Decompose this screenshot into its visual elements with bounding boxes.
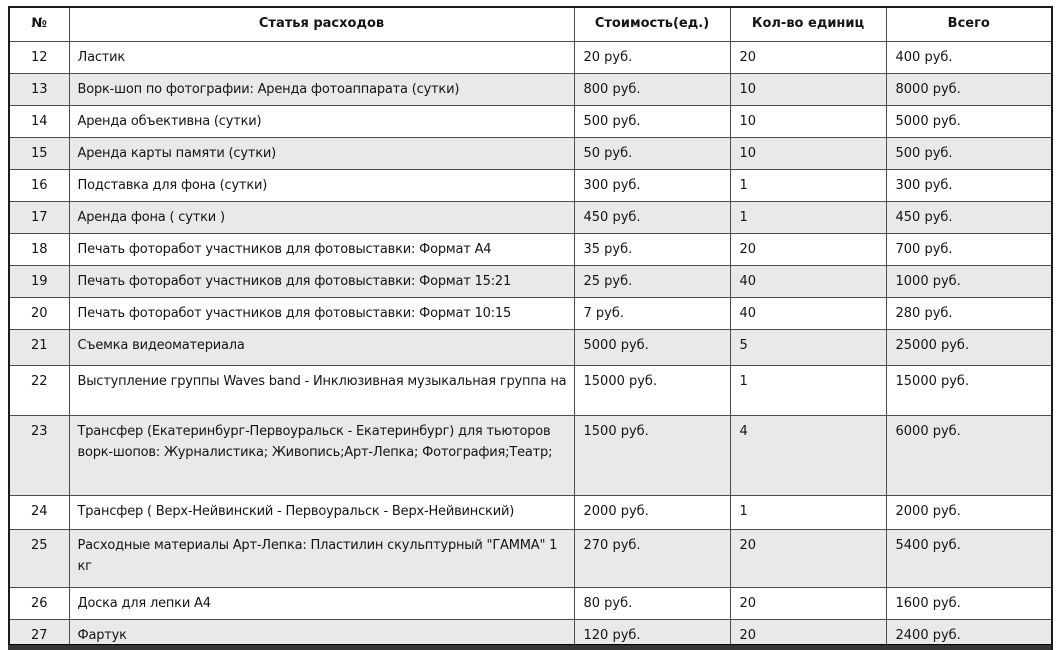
cell-total: 2400 руб. (886, 619, 1052, 650)
cell-unit-cost: 25 руб. (574, 265, 730, 297)
table-row (9, 415, 1052, 495)
cell-quantity: 4 (730, 415, 886, 495)
expenses-table (8, 6, 1053, 650)
cell-unit-cost: 80 руб. (574, 587, 730, 619)
table-row (9, 233, 1052, 265)
cell-expense-item: Аренда карты памяти (сутки) (69, 137, 574, 169)
cell-expense-item: Аренда объективна (сутки) (69, 105, 574, 137)
cell-unit-cost: 2000 руб. (574, 495, 730, 529)
cell-number: 26 (9, 587, 69, 619)
cell-total: 1000 руб. (886, 265, 1052, 297)
cell-quantity: 1 (730, 365, 886, 415)
cell-unit-cost: 450 руб. (574, 201, 730, 233)
cell-expense-item: Печать фоторабот участников для фотовыставки: Формат А4 (69, 233, 574, 265)
table-row (9, 73, 1052, 105)
cell-total: 700 руб. (886, 233, 1052, 265)
column-header-number: № (9, 7, 69, 41)
table-row (9, 137, 1052, 169)
cell-number: 23 (9, 415, 69, 495)
cell-number: 14 (9, 105, 69, 137)
table-row (9, 41, 1052, 73)
header-row (9, 7, 1052, 41)
cell-number: 20 (9, 297, 69, 329)
table-row (9, 265, 1052, 297)
cell-unit-cost: 50 руб. (574, 137, 730, 169)
cell-quantity: 10 (730, 105, 886, 137)
cell-expense-item: Подставка для фона (сутки) (69, 169, 574, 201)
cell-number: 24 (9, 495, 69, 529)
cell-expense-item: Аренда фона ( сутки ) (69, 201, 574, 233)
cell-total: 15000 руб. (886, 365, 1052, 415)
cell-expense-item: Фартук (69, 619, 574, 650)
cell-quantity: 40 (730, 265, 886, 297)
cell-quantity: 20 (730, 587, 886, 619)
cell-unit-cost: 20 руб. (574, 41, 730, 73)
column-header-total: Всего (886, 7, 1052, 41)
cell-unit-cost: 270 руб. (574, 529, 730, 587)
cell-unit-cost: 1500 руб. (574, 415, 730, 495)
table-row (9, 587, 1052, 619)
cell-quantity: 1 (730, 495, 886, 529)
cell-number: 18 (9, 233, 69, 265)
cell-unit-cost: 7 руб. (574, 297, 730, 329)
cell-unit-cost: 300 руб. (574, 169, 730, 201)
table-body (9, 41, 1052, 650)
cell-expense-item: Выступление группы Waves band - Инклюзивная музыкальная группа на (69, 365, 574, 415)
cell-total: 2000 руб. (886, 495, 1052, 529)
cell-number: 16 (9, 169, 69, 201)
cell-quantity: 10 (730, 137, 886, 169)
table-row (9, 329, 1052, 365)
cell-number: 12 (9, 41, 69, 73)
table-row (9, 529, 1052, 587)
cell-unit-cost: 15000 руб. (574, 365, 730, 415)
cell-number: 27 (9, 619, 69, 650)
cell-total: 5400 руб. (886, 529, 1052, 587)
cell-expense-item: Съемка видеоматериала (69, 329, 574, 365)
column-header-unit-cost: Стоимость(ед.) (574, 7, 730, 41)
cell-total: 25000 руб. (886, 329, 1052, 365)
cell-total: 6000 руб. (886, 415, 1052, 495)
cell-unit-cost: 120 руб. (574, 619, 730, 650)
cell-expense-item: Трансфер (Екатеринбург-Первоуральск - Екатеринбург) для тьюторов ворк-шопов: Журналистика; Живопись;Арт-Лепка; Фотография;Театр; (69, 415, 574, 495)
cell-unit-cost: 800 руб. (574, 73, 730, 105)
cell-quantity: 5 (730, 329, 886, 365)
cell-number: 19 (9, 265, 69, 297)
column-header-expense-item: Статья расходов (69, 7, 574, 41)
cell-quantity: 40 (730, 297, 886, 329)
cell-total: 300 руб. (886, 169, 1052, 201)
table-row (9, 105, 1052, 137)
table-row (9, 365, 1052, 415)
cell-total: 1600 руб. (886, 587, 1052, 619)
column-header-quantity: Кол-во единиц (730, 7, 886, 41)
cell-quantity: 20 (730, 619, 886, 650)
cell-total: 400 руб. (886, 41, 1052, 73)
cell-total: 500 руб. (886, 137, 1052, 169)
table-row (9, 495, 1052, 529)
cell-quantity: 20 (730, 529, 886, 587)
cell-expense-item: Ластик (69, 41, 574, 73)
cell-expense-item: Расходные материалы Арт-Лепка: Пластилин скульптурный "ГАММА" 1 кг (69, 529, 574, 587)
cell-quantity: 20 (730, 41, 886, 73)
table-row (9, 169, 1052, 201)
cell-number: 22 (9, 365, 69, 415)
cell-number: 21 (9, 329, 69, 365)
cell-number: 13 (9, 73, 69, 105)
table-row (9, 201, 1052, 233)
cell-quantity: 10 (730, 73, 886, 105)
cell-expense-item: Печать фоторабот участников для фотовыставки: Формат 10:15 (69, 297, 574, 329)
cell-unit-cost: 35 руб. (574, 233, 730, 265)
cutoff-row-strip (8, 644, 1051, 650)
cell-total: 280 руб. (886, 297, 1052, 329)
cell-quantity: 1 (730, 169, 886, 201)
cell-unit-cost: 5000 руб. (574, 329, 730, 365)
cell-quantity: 20 (730, 233, 886, 265)
cell-number: 15 (9, 137, 69, 169)
table-row (9, 297, 1052, 329)
cell-expense-item: Трансфер ( Верх-Нейвинский - Первоуральск - Верх-Нейвинский) (69, 495, 574, 529)
cell-expense-item: Доска для лепки А4 (69, 587, 574, 619)
cell-number: 17 (9, 201, 69, 233)
cell-number: 25 (9, 529, 69, 587)
table-header (9, 7, 1052, 41)
cell-expense-item: Ворк-шоп по фотографии: Аренда фотоаппарата (сутки) (69, 73, 574, 105)
cell-quantity: 1 (730, 201, 886, 233)
cell-total: 8000 руб. (886, 73, 1052, 105)
cell-total: 5000 руб. (886, 105, 1052, 137)
cell-unit-cost: 500 руб. (574, 105, 730, 137)
cell-expense-item: Печать фоторабот участников для фотовыставки: Формат 15:21 (69, 265, 574, 297)
cell-total: 450 руб. (886, 201, 1052, 233)
